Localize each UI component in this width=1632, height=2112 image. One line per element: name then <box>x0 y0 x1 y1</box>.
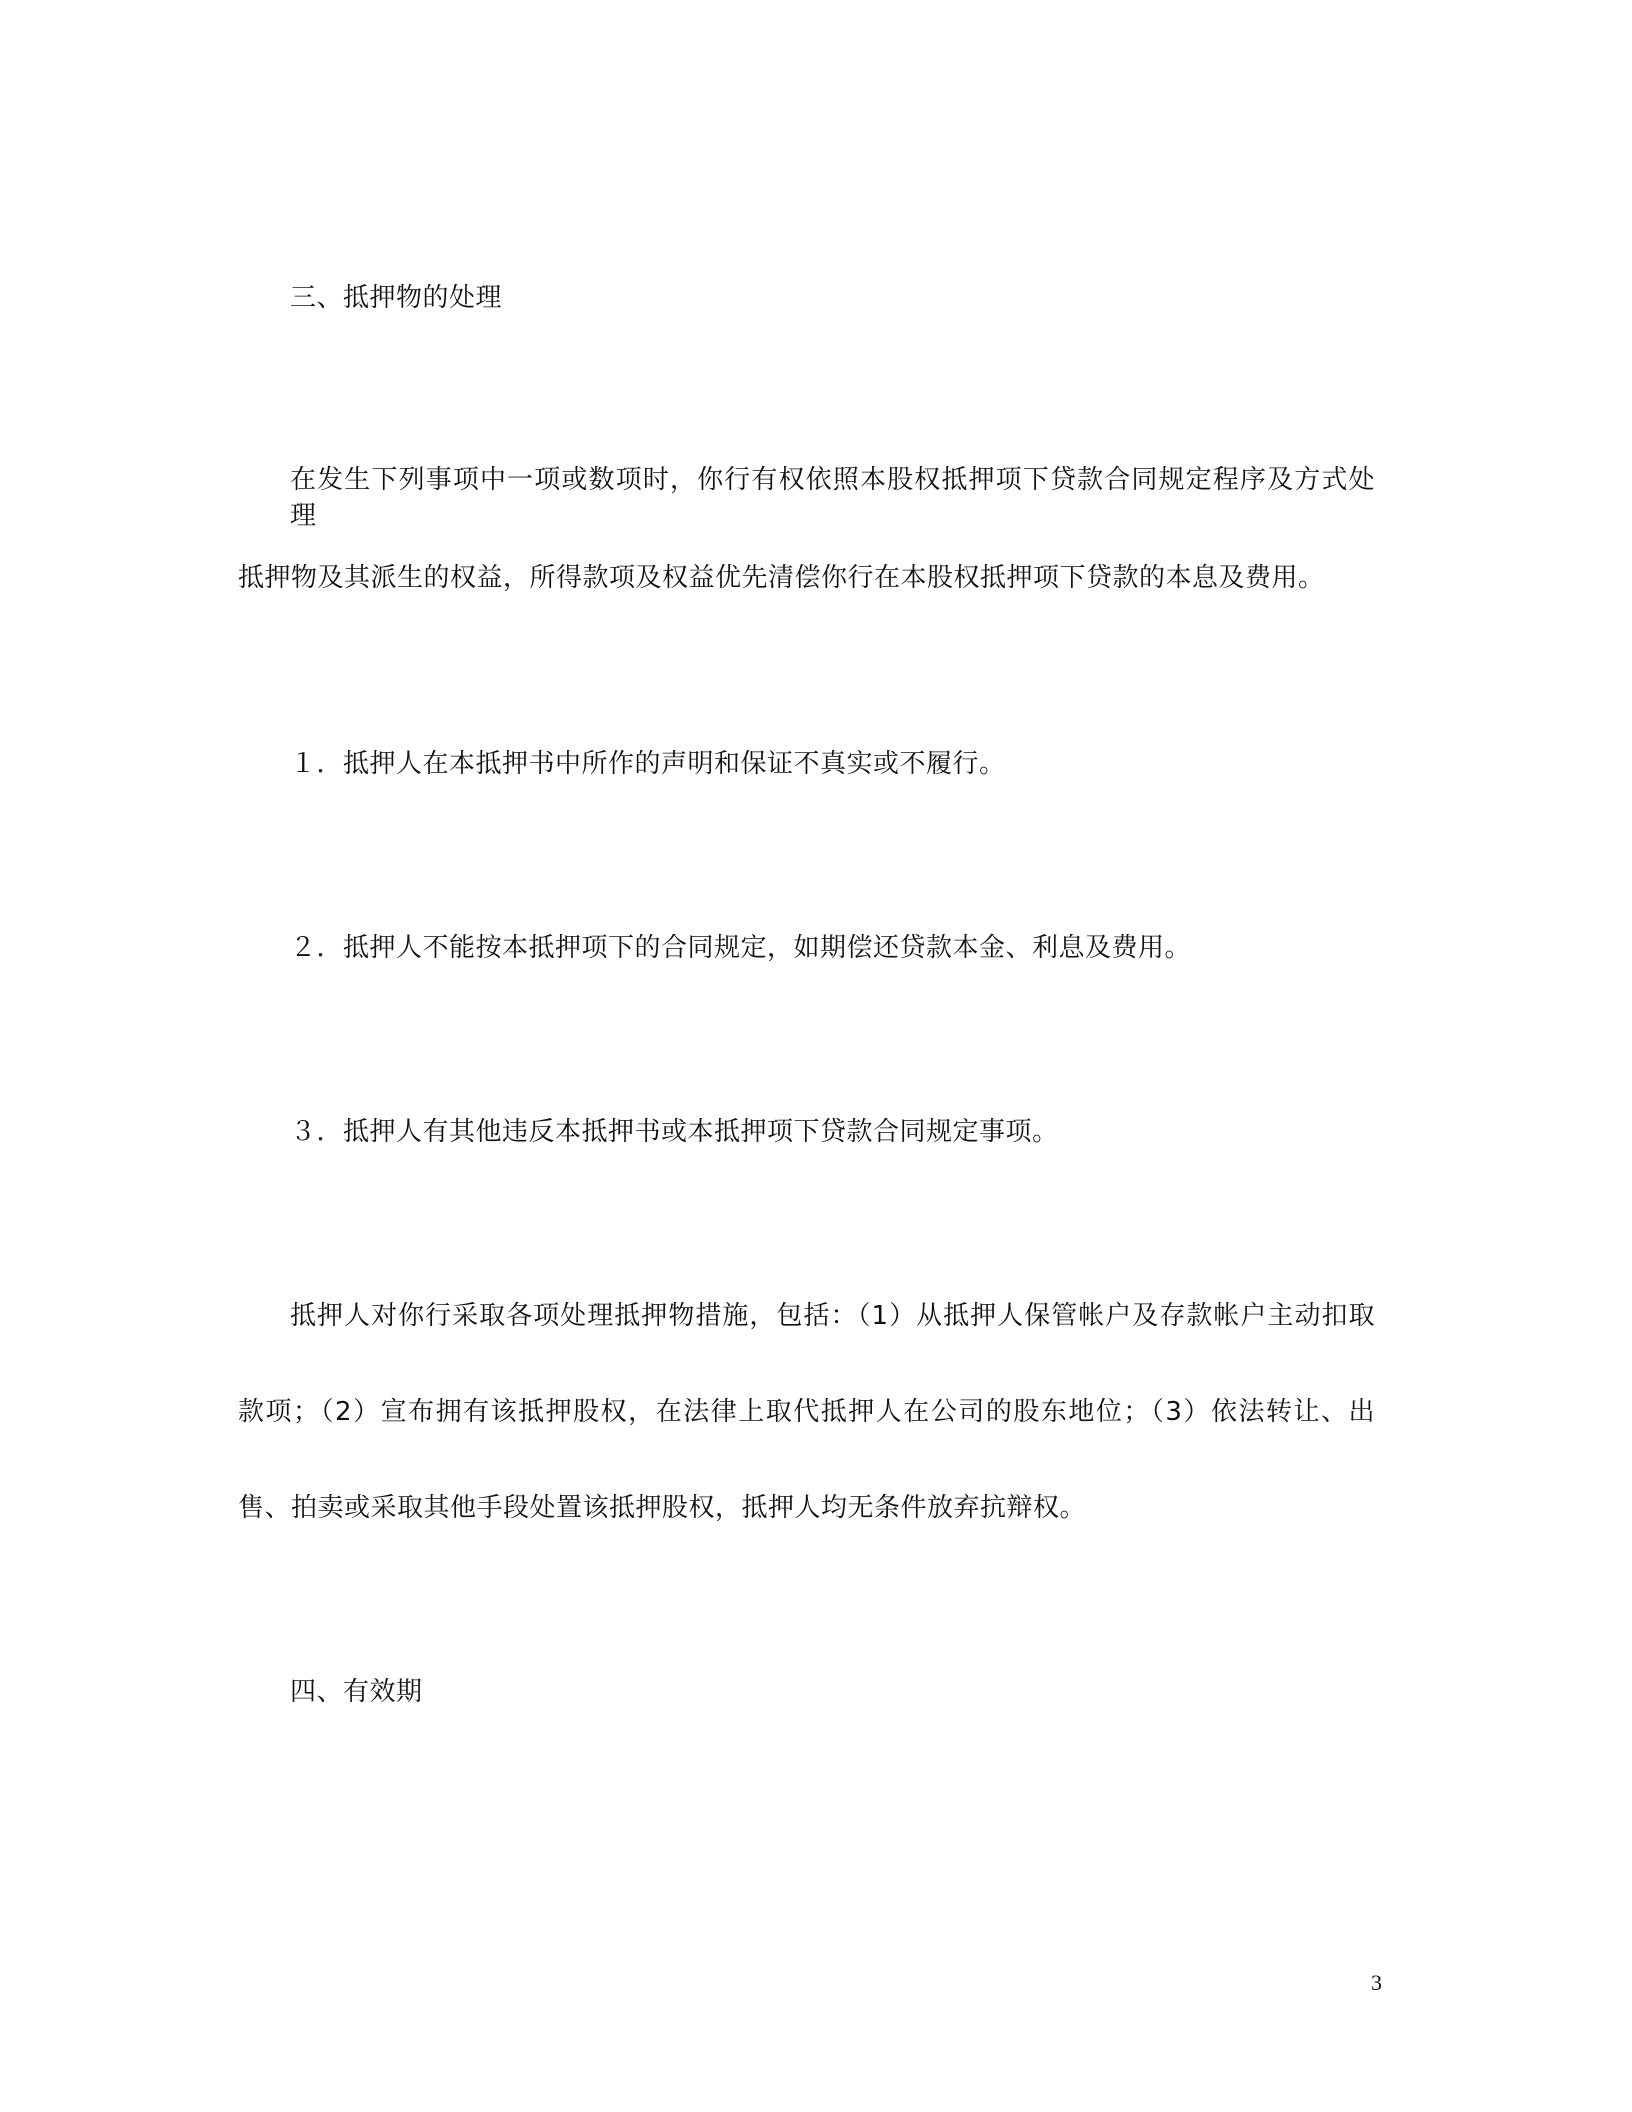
section-3-intro-line-2: 抵押物及其派生的权益，所得款项及权益优先清偿你行在本股权抵押项下贷款的本息及费用。 <box>238 563 1325 593</box>
measures-line-3: 售、拍卖或采取其他手段处置该抵押股权，抵押人均无条件放弃抗辩权。 <box>238 1493 1087 1523</box>
clause-item-2: ２．抵押人不能按本抵押项下的合同规定，如期偿还贷款本金、利息及费用。 <box>290 933 1192 963</box>
section-3-heading: 三、抵押物的处理 <box>290 283 503 313</box>
clause-item-3: ３．抵押人有其他违反本抵押书或本抵押项下贷款合同规定事项。 <box>290 1117 1059 1147</box>
measures-line-2: 款项；（2）宣布拥有该抵押股权，在法律上取代抵押人在公司的股东地位；（3）依法转让、出 <box>238 1397 1375 1427</box>
section-3-intro-line-1: 在发生下列事项中一项或数项时，你行有权依照本股权抵押项下贷款合同规定程序及方式处理 <box>290 465 1375 531</box>
measures-line-1: 抵押人对你行采取各项处理抵押物措施，包括：（1）从抵押人保管帐户及存款帐户主动扣取 <box>290 1301 1375 1331</box>
section-4-heading: 四、有效期 <box>290 1677 423 1707</box>
clause-item-1: １．抵押人在本抵押书中所作的声明和保证不真实或不履行。 <box>290 749 1006 779</box>
page-number: 3 <box>1371 1970 1382 1995</box>
